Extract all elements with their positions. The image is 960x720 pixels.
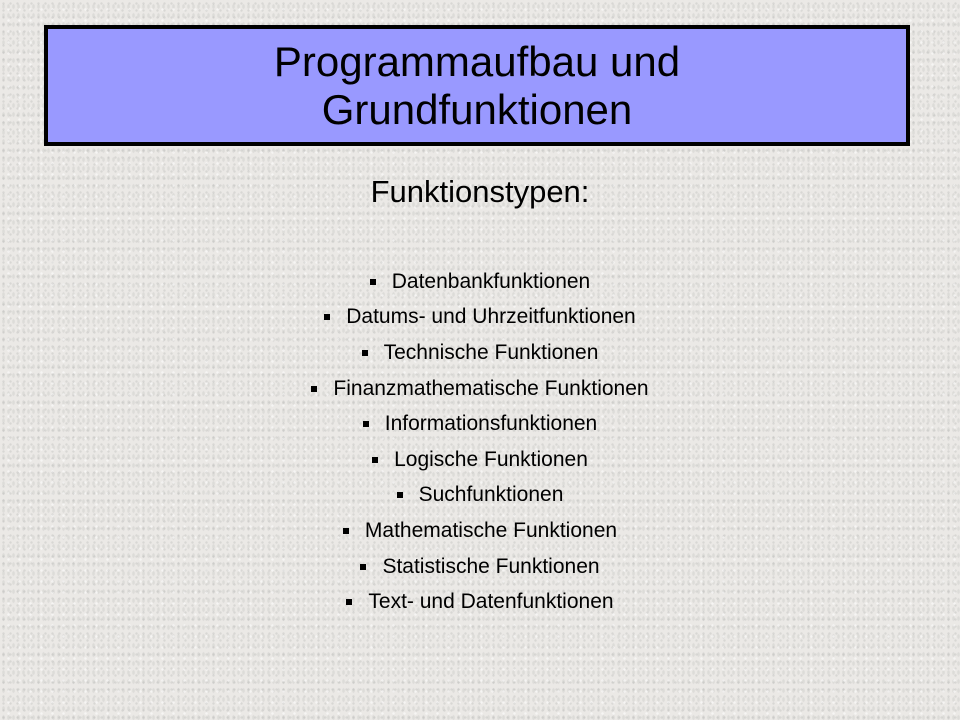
list-item-label: Informationsfunktionen [384, 412, 598, 436]
square-bullet-icon [360, 564, 366, 570]
list-item [0, 478, 960, 514]
square-bullet-icon [343, 528, 349, 534]
function-type-list [0, 264, 960, 620]
list-item [0, 584, 960, 620]
square-bullet-icon [397, 492, 403, 498]
square-bullet-icon [346, 599, 352, 605]
list-item-label: Finanzmathematische Funktionen [333, 376, 649, 400]
list-item [0, 549, 960, 585]
slide-subtitle: Funktionstypen: [370, 174, 590, 209]
square-bullet-icon [363, 421, 369, 427]
list-item [0, 371, 960, 407]
list-item-label: Suchfunktionen [418, 483, 564, 507]
list-item [0, 300, 960, 336]
title-box [44, 25, 910, 146]
list-item [0, 442, 960, 478]
list-item-label: Technische Funktionen [383, 340, 599, 364]
list-item-label: Text- und Datenfunktionen [368, 590, 614, 614]
square-bullet-icon [372, 457, 378, 463]
list-item [0, 406, 960, 442]
slide-title: Programmaufbau und Grundfunktionen [273, 37, 681, 133]
square-bullet-icon [362, 350, 368, 356]
square-bullet-icon [324, 314, 330, 320]
list-item [0, 264, 960, 300]
list-item [0, 513, 960, 549]
list-item-label: Datenbankfunktionen [391, 269, 591, 293]
list-item-label: Mathematische Funktionen [364, 518, 618, 542]
square-bullet-icon [311, 386, 317, 392]
list-item-label: Logische Funktionen [394, 447, 588, 471]
square-bullet-icon [370, 279, 376, 285]
list-item [0, 335, 960, 371]
list-item-label: Datums- und Uhrzeitfunktionen [346, 305, 636, 329]
list-item-label: Statistische Funktionen [382, 554, 600, 578]
